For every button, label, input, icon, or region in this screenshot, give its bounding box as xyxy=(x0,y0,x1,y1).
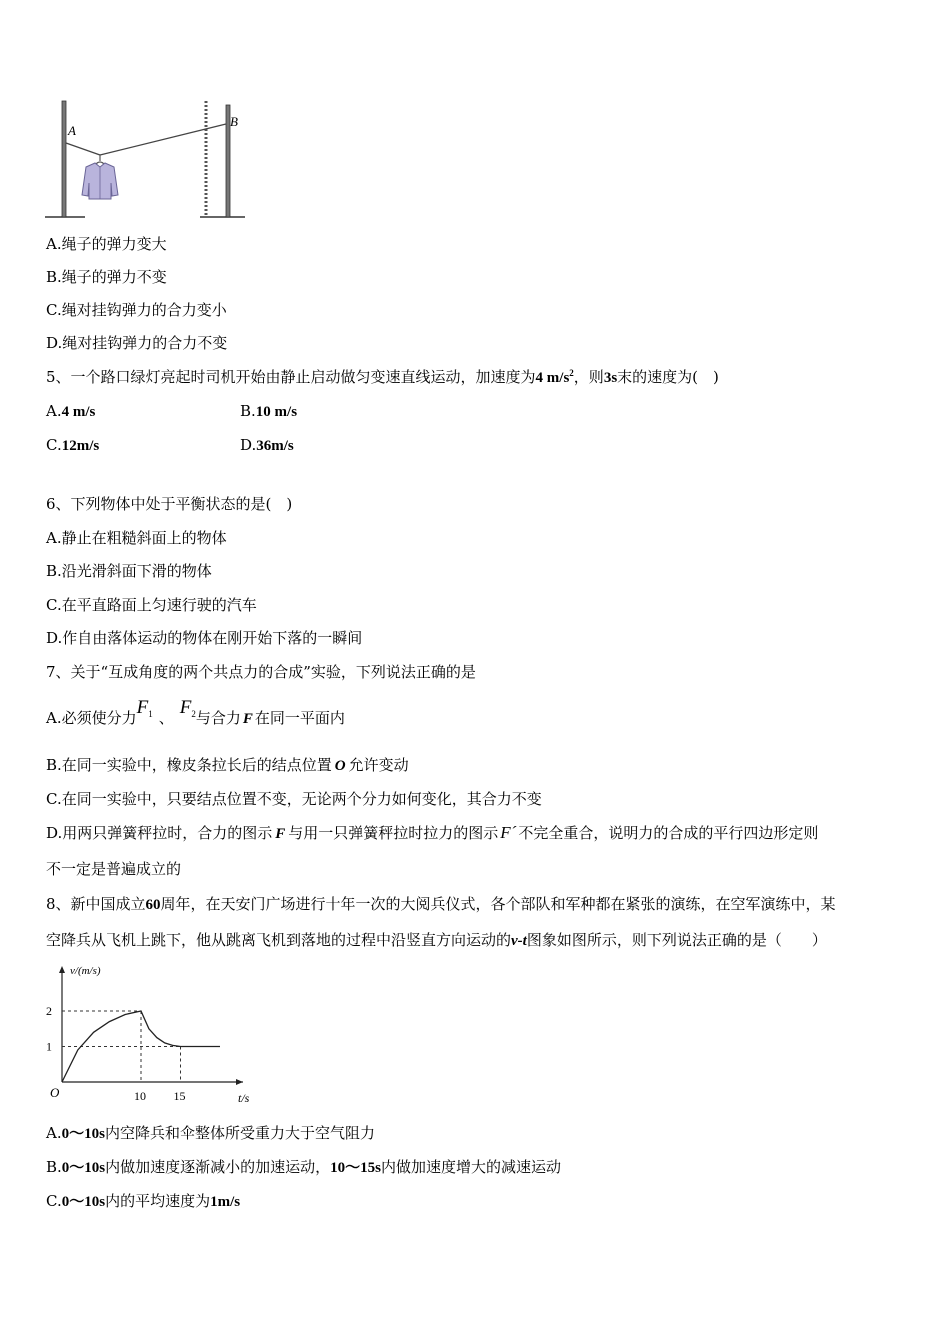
pole-a xyxy=(62,101,66,217)
label-b: B xyxy=(230,114,238,129)
q5-option-a: A.4 m/s xyxy=(46,402,96,420)
q7-option-d: D.用两只弹簧秤拉时，合力的图示 F 与用一只弹簧秤拉时拉力的图示 F´ 不完全重合，说明力的合成的平行四边形定则 xyxy=(46,823,819,842)
q8-stem-line2: 空降兵从飞机上跳下，他从跳离飞机到落地的过程中沿竖直方向运动的v-t图象如图所示，则下列说法正确的是（ ） xyxy=(46,931,827,949)
q4-option-c: C.绳对挂钩弹力的合力变小 xyxy=(46,301,227,319)
q4-option-b: B.绳子的弹力不变 xyxy=(46,268,167,286)
x-tick-label: 10 xyxy=(134,1089,146,1103)
y-axis-arrow xyxy=(59,966,65,973)
label-a: A xyxy=(68,123,76,138)
q7-option-d-cont: 不一定是普遍成立的 xyxy=(46,860,182,878)
q7-option-a: A.必须使分力$F^1$ 、 $F^2$与合力 F 在同一平面内 xyxy=(46,697,345,727)
origin-label: O xyxy=(50,1085,60,1100)
x-tick-label: 15 xyxy=(173,1089,186,1103)
q7-option-b: B.在同一实验中，橡皮条拉长后的结点位置 O 允许变动 xyxy=(46,756,409,774)
q6-option-d: D.作自由落体运动的物体在刚开始下落的一瞬间 xyxy=(46,629,363,647)
vt-chart xyxy=(38,958,258,1108)
q7-option-c: C.在同一实验中，只要结点位置不变，无论两个分力如何变化，其合力不变 xyxy=(46,790,542,808)
y-tick-label: 1 xyxy=(46,1039,52,1054)
q4-option-d: D.绳对挂钩弹力的合力不变 xyxy=(46,334,228,352)
q7-stem: 7、关于“互成角度的两个共点力的合成”实验，下列说法正确的是 xyxy=(46,663,476,681)
q8-option-b: B.0～10s内做加速度逐渐减小的加速运动，10～15s内做加速度增大的减速运动 xyxy=(46,1158,562,1176)
jacket-icon xyxy=(82,155,118,199)
clothesline-figure xyxy=(40,95,250,220)
q8-option-c: C.0～10s内的平均速度为1m/s xyxy=(46,1192,241,1210)
x-axis-arrow xyxy=(236,1079,243,1085)
q8-option-a: A.0～10s内空降兵和伞整体所受重力大于空气阻力 xyxy=(46,1124,375,1142)
q5-option-b: B.10 m/s xyxy=(240,402,298,420)
q5-option-d: D.36m/s xyxy=(240,436,294,454)
q6-option-a: A.静止在粗糙斜面上的物体 xyxy=(46,529,227,547)
y-tick-label: 2 xyxy=(46,1004,52,1018)
y-axis-label: v/(m/s) xyxy=(70,965,101,977)
q6-option-b: B.沿光滑斜面下滑的物体 xyxy=(46,562,212,580)
q4-option-a: A.绳子的弹力变大 xyxy=(46,235,167,253)
q6-stem: 6、下列物体中处于平衡状态的是( ) xyxy=(46,495,293,513)
q5-option-c: C.12m/s xyxy=(46,436,100,454)
q5-stem: 5、一个路口绿灯亮起时司机开始由静止启动做匀变速直线运动，加速度为4 $m/s^2$，则3s末的速度为( ) xyxy=(46,368,719,386)
q6-option-c: C.在平直路面上匀速行驶的汽车 xyxy=(46,596,257,614)
x-axis-label: t/s xyxy=(238,1091,250,1105)
q8-stem-line1: 8、新中国成立60周年，在天安门广场进行十年一次的大阅兵仪式，各个部队和军种都在紧张的演练，在空军演练中，某 xyxy=(46,895,836,913)
